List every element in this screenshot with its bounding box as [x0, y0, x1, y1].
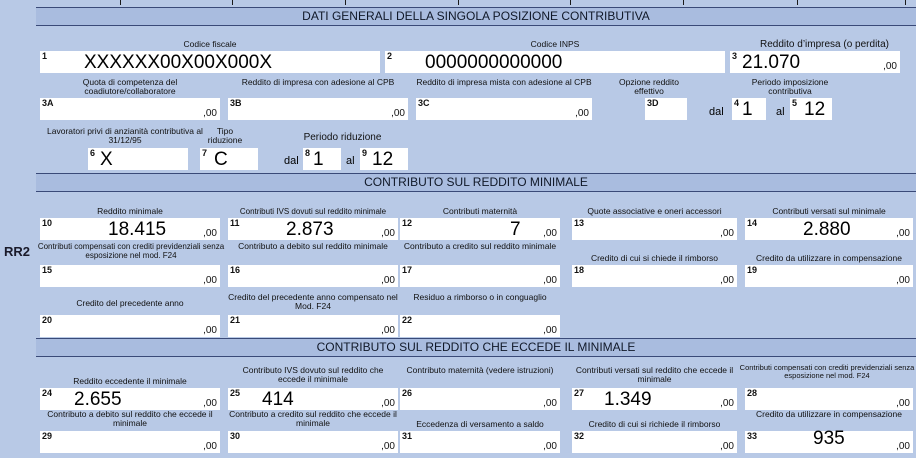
- field-16-number: 16: [230, 265, 241, 275]
- field-5-al: al: [776, 106, 785, 118]
- field-19-number: 19: [747, 265, 758, 275]
- field-3a-label: Quota di competenza del coadiutore/collaboratore: [82, 77, 178, 96]
- field-18-number: 18: [574, 265, 585, 275]
- field-21-number: 21: [230, 315, 241, 325]
- field-32-number: 32: [574, 431, 585, 441]
- field-9-number: 9: [362, 148, 368, 158]
- field-27-value: 1.349: [604, 389, 652, 410]
- field-3d-number: 3D: [647, 98, 659, 108]
- field-12-label: Contributi maternità: [442, 206, 518, 216]
- field-29-label: Contributo a debito sul reddito che eccede il minimale: [47, 409, 213, 428]
- field-2-label: Codice INPS: [530, 39, 580, 49]
- field-25-value: 414: [262, 389, 294, 410]
- field-3-value: 21.070: [742, 52, 801, 73]
- field-7-label: Tipo riduzione: [207, 126, 243, 145]
- field-26-label: Contributo maternità (vedere istruzioni): [406, 365, 554, 375]
- top-ruler-strip: [0, 0, 916, 7]
- field-3c-cents: ,00: [575, 108, 589, 119]
- field-4-number: 4: [734, 98, 740, 108]
- field-20-label: Credito del precedente anno: [76, 298, 184, 308]
- field-19-label: Credito da utilizzare in compensazione: [756, 253, 902, 263]
- field-32-cents: ,00: [720, 441, 734, 452]
- field-15-label: Contributi compensati con crediti previdenziali senza esposizione nel mod. F24: [37, 242, 225, 260]
- field-2-number: 2: [387, 51, 393, 61]
- field-20-cents: ,00: [203, 325, 217, 336]
- field-22-cents: ,00: [543, 325, 557, 336]
- field-4-dal: dal: [709, 106, 724, 118]
- field-14-cents: ,00: [896, 228, 910, 239]
- field-5-number: 5: [792, 98, 798, 108]
- field-28-cents: ,00: [896, 398, 910, 409]
- field-33-value: 935: [813, 428, 845, 449]
- field-7-number: 7: [202, 148, 208, 158]
- field-7-value: C: [214, 149, 228, 170]
- field-18-label: Credito di cui si chiede il rimborso: [590, 253, 719, 263]
- field-13-label: Quote associative e oneri accessori: [587, 206, 722, 216]
- field-12-value: 7: [510, 219, 521, 240]
- field-1-value: XXXXXX00X00X000X: [84, 52, 273, 73]
- field-26-cents: ,00: [543, 398, 557, 409]
- field-13-number: 13: [574, 218, 585, 228]
- field-27-number: 27: [574, 388, 585, 398]
- field-24-label: Reddito eccedente il minimale: [73, 376, 187, 386]
- field-8-dal: dal: [284, 155, 299, 167]
- field-2-value: 0000000000000: [425, 52, 563, 73]
- field-33-label: Credito da utilizzare in compensazione: [756, 409, 902, 419]
- field-3c-label: Reddito di impresa mista con adesione al CPB: [416, 77, 592, 87]
- field-1-label: Codice fiscale: [183, 39, 237, 49]
- field-33-number: 33: [747, 431, 758, 441]
- field-24-value: 2.655: [74, 389, 122, 410]
- field-14-number: 14: [747, 218, 758, 228]
- field-3-label: Reddito d’impresa (o perdita): [760, 39, 889, 50]
- field-24-number: 24: [42, 388, 53, 398]
- field-3b-cents: ,00: [391, 108, 405, 119]
- field-3-number: 3: [732, 51, 738, 61]
- field-21-label: Credito del precedente anno compensato nel Mod. F24: [228, 292, 398, 311]
- field-12-number: 12: [402, 218, 413, 228]
- field-10-number: 10: [42, 218, 53, 228]
- field-1-number: 1: [42, 51, 48, 61]
- field-3b-label: Reddito di impresa con adesione al CPB: [241, 77, 395, 87]
- field-16-label: Contributo a debito sul reddito minimale: [238, 241, 388, 251]
- field-30-number: 30: [230, 431, 241, 441]
- field-25-number: 25: [230, 388, 241, 398]
- field-9-al: al: [346, 155, 355, 167]
- field-29-number: 29: [42, 431, 53, 441]
- field-3a-cents: ,00: [203, 108, 217, 119]
- field-25-cents: ,00: [381, 398, 395, 409]
- field-8-number: 8: [305, 148, 311, 158]
- field-29-cents: ,00: [203, 441, 217, 452]
- field-33-cents: ,00: [896, 441, 910, 452]
- field-26-number: 26: [402, 388, 413, 398]
- field-25-label: Contributo IVS dovuto sul reddito che eccede il minimale: [242, 365, 384, 384]
- field-17-number: 17: [402, 265, 413, 275]
- field-11-value: 2.873: [286, 219, 334, 240]
- field-3b-number: 3B: [230, 98, 242, 108]
- field-15-number: 15: [42, 265, 53, 275]
- field-24-cents: ,00: [203, 398, 217, 409]
- field-18-cents: ,00: [720, 275, 734, 286]
- field-22-label: Residuo a rimborso o in conguaglio: [413, 292, 547, 302]
- field-8-label: Periodo riduzione: [303, 132, 382, 143]
- field-5-value: 12: [804, 99, 826, 120]
- field-14-label: Contributi versati sul minimale: [772, 206, 886, 216]
- field-16-cents: ,00: [381, 275, 395, 286]
- field-17-cents: ,00: [543, 275, 557, 286]
- field-22-number: 22: [402, 315, 413, 325]
- section-code-rr2: RR2: [4, 244, 31, 259]
- field-31-cents: ,00: [543, 441, 557, 452]
- field-30-label: Contributo a credito sul reddito che eccede il minimale: [229, 409, 397, 428]
- field-6-number: 6: [90, 148, 96, 158]
- field-21-cents: ,00: [381, 325, 395, 336]
- field-3-cents: ,00: [883, 61, 897, 72]
- field-3c-number: 3C: [418, 98, 430, 108]
- field-17-label: Contributo a credito sul reddito minimale: [403, 241, 557, 251]
- field-11-label: Contributi IVS dovuti sul reddito minimale: [239, 207, 387, 216]
- field-10-cents: ,00: [203, 228, 217, 239]
- field-11-number: 11: [230, 218, 240, 228]
- field-14-value: 2.880: [803, 219, 851, 240]
- field-13-cents: ,00: [720, 228, 734, 239]
- field-3d-label: Opzione reddito effettivo: [618, 77, 679, 96]
- field-6-value: X: [100, 149, 113, 170]
- field-19-cents: ,00: [896, 275, 910, 286]
- field-10-label: Reddito minimale: [97, 206, 163, 216]
- field-12-cents: ,00: [543, 228, 557, 239]
- field-31-number: 31: [402, 431, 413, 441]
- field-3a-number: 3A: [42, 98, 54, 108]
- field-31-label: Eccedenza di versamento a saldo: [416, 419, 544, 429]
- field-8-value: 1: [313, 149, 324, 170]
- field-28-label: Contributi compensati con crediti previdenziali senza esposizione nel mod. F24: [739, 363, 915, 380]
- header-exceeding: CONTRIBUTO SUL REDDITO CHE ECCEDE IL MINIMALE: [36, 338, 916, 357]
- field-9-value: 12: [372, 149, 394, 170]
- field-20-number: 20: [42, 315, 53, 325]
- header-general: DATI GENERALI DELLA SINGOLA POSIZIONE CONTRIBUTIVA: [36, 7, 916, 26]
- field-27-cents: ,00: [720, 398, 734, 409]
- field-28-number: 28: [747, 388, 758, 398]
- field-4-label: Periodo imposizione contributiva: [751, 77, 829, 96]
- field-4-value: 1: [742, 99, 753, 120]
- field-10-value: 18.415: [108, 219, 167, 240]
- field-15-cents: ,00: [203, 275, 217, 286]
- field-6-label: Lavoratori privi di anzianità contributiva al 31/12/95: [47, 126, 203, 145]
- field-32-label: Credito di cui si richiede il rimborso: [588, 419, 721, 429]
- field-11-cents: ,00: [381, 228, 395, 239]
- field-27-label: Contributi versati sul reddito che eccede il minimale: [575, 365, 734, 384]
- field-30-cents: ,00: [381, 441, 395, 452]
- header-minimal: CONTRIBUTO SUL REDDITO MINIMALE: [36, 173, 916, 192]
